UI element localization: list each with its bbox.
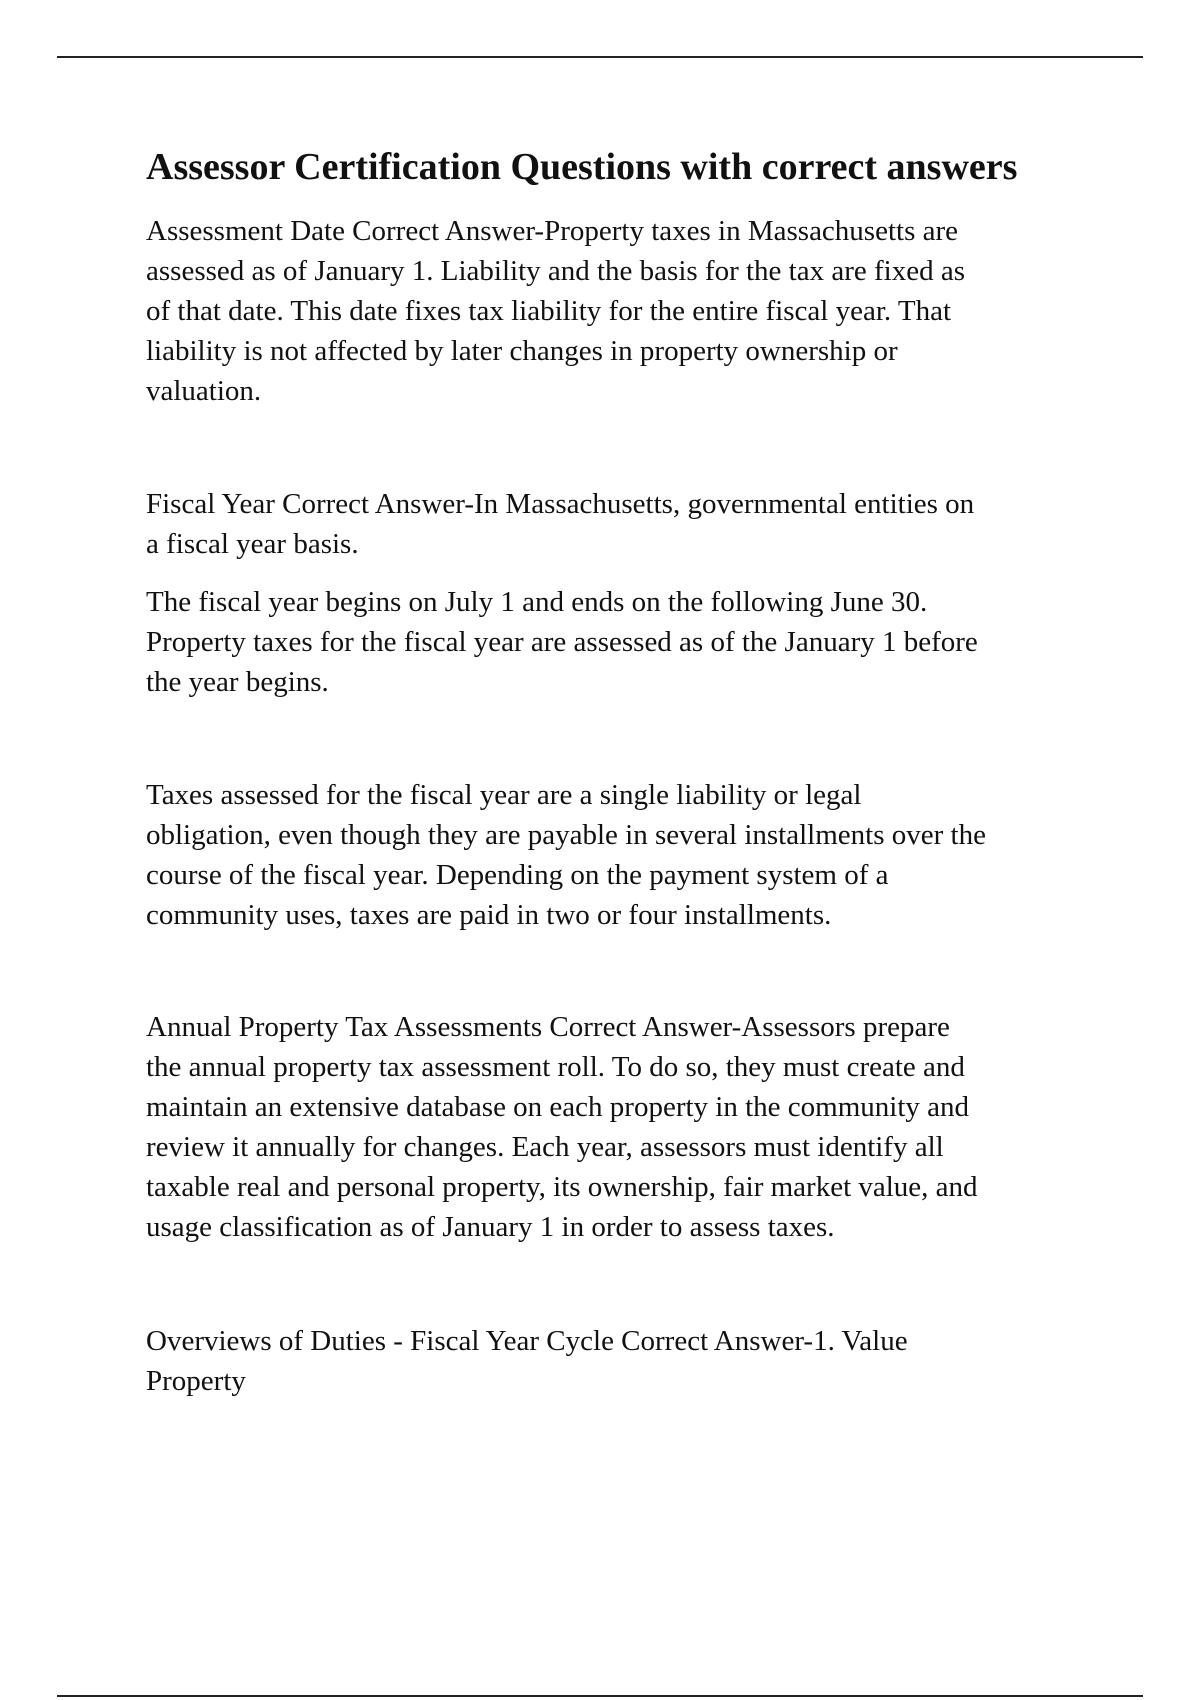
paragraph-line: maintain an extensive database on each property in the community and (146, 1091, 970, 1123)
top-divider (57, 56, 1143, 58)
paragraph-assessment-date (146, 211, 1096, 411)
paragraph-line: review it annually for changes. Each year, assessors must identify all (146, 1131, 944, 1163)
paragraph-line: the annual property tax assessment roll. To do so, they must create and (146, 1051, 965, 1083)
paragraph-line: Overviews of Duties - Fiscal Year Cycle Correct Answer-1. Value (146, 1325, 908, 1357)
paragraph-overview-duties (146, 1321, 1096, 1401)
paragraph-installments (146, 775, 1096, 935)
paragraph-line: liability is not affected by later changes in property ownership or (146, 335, 898, 367)
paragraph-line: taxable real and personal property, its ownership, fair market value, and (146, 1171, 978, 1203)
page-title: Assessor Certification Questions with correct answers (146, 146, 1018, 188)
paragraph-line: Property (146, 1365, 246, 1397)
paragraph-fiscal-year-dates (146, 582, 1096, 702)
paragraph-annual-assessments (146, 1007, 1096, 1247)
paragraph-fiscal-year (146, 484, 1096, 564)
paragraph-line: the year begins. (146, 666, 329, 698)
paragraph-line: community uses, taxes are paid in two or four installments. (146, 899, 832, 931)
paragraph-line: Property taxes for the fiscal year are assessed as of the January 1 before (146, 626, 978, 658)
paragraph-line: Fiscal Year Correct Answer-In Massachusetts, governmental entities on (146, 488, 975, 520)
paragraph-line: The fiscal year begins on July 1 and ends on the following June 30. (146, 586, 928, 618)
paragraph-line: Assessment Date Correct Answer-Property taxes in Massachusetts are (146, 215, 959, 247)
paragraph-line: Annual Property Tax Assessments Correct Answer-Assessors prepare (146, 1011, 950, 1043)
paragraph-line: a fiscal year basis. (146, 528, 359, 560)
paragraph-line: Taxes assessed for the fiscal year are a single liability or legal (146, 779, 862, 811)
bottom-divider (57, 1695, 1143, 1697)
paragraph-line: obligation, even though they are payable in several installments over the (146, 819, 986, 851)
paragraph-line: usage classification as of January 1 in order to assess taxes. (146, 1211, 835, 1243)
paragraph-line: valuation. (146, 375, 262, 407)
paragraph-line: of that date. This date fixes tax liability for the entire fiscal year. That (146, 295, 952, 327)
paragraph-line: course of the fiscal year. Depending on the payment system of a (146, 859, 889, 891)
paragraph-line: assessed as of January 1. Liability and the basis for the tax are fixed as (146, 255, 965, 287)
